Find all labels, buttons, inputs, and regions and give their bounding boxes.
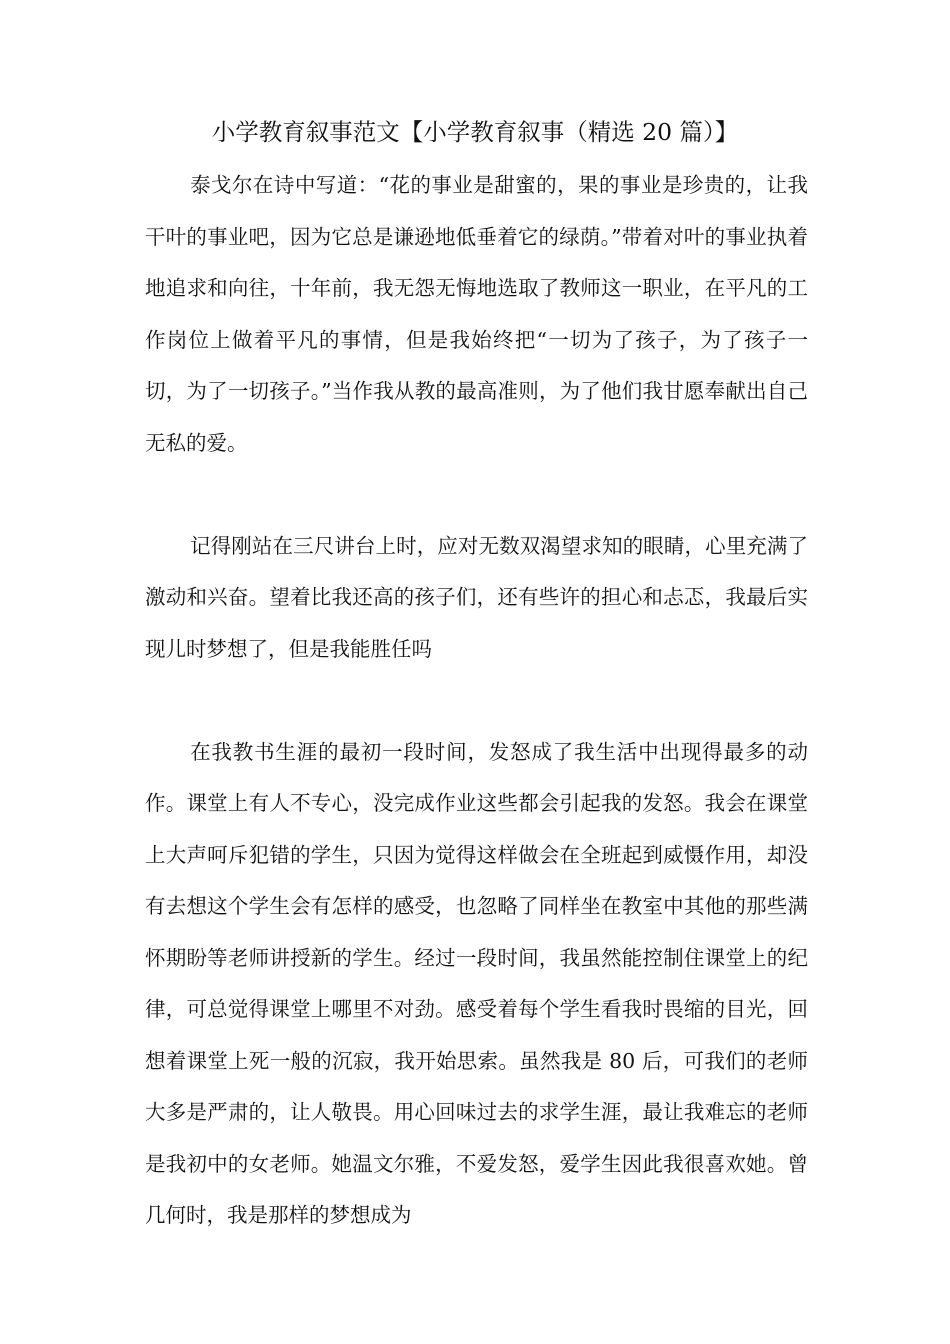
paragraph-3: 在我教书生涯的最初一段时间，发怒成了我生活中出现得最多的动作。课堂上有人不专心，没完成作业这些都会引起我的发怒。我会在课堂上大声呵斥犯错的学生，只因为觉得这样做会在全班起到威慑作用，却没有去想这个学生会有怎样的感受，也忽略了同样坐在教室中其他的那些满怀期盼等老师讲授新的学生。经过一段时间，我虽然能控制住课堂上的纪律，可总觉得课堂上哪里不对劲。感受着每个学生看我时畏缩的目光，回想着课堂上死一般的沉寂，我开始思索。虽然我是 80 后，可我们的老师大多是严肃的，让人敬畏。用心回味过去的求学生涯，最让我难忘的老师是我初中的女老师。她温文尔雅，不爱发怒，爱学生因此我很喜欢她。曾几何时，我是那样的梦想成为 [145, 739, 808, 1227]
paragraph-2: 记得刚站在三尺讲台上时，应对无数双渴望求知的眼睛，心里充满了激动和兴奋。望着比我还高的孩子们，还有些许的担心和忐忑，我最后实现儿时梦想了，但是我能胜任吗 [145, 533, 808, 661]
document-title: 小学教育叙事范文【小学教育叙事（精选 20 篇）】 [211, 118, 739, 146]
paragraph-spacer [145, 675, 808, 727]
paragraph-1: 泰戈尔在诗中写道：“花的事业是甜蜜的，果的事业是珍贵的，让我干叶的事业吧，因为它总是谦逊地低垂着它的绿荫。”带着对叶的事业执着地追求和向往，十年前，我无怨无悔地选取了教师这一职业，在平凡的工作岗位上做着平凡的事情，但是我始终把“一切为了孩子，为了孩子一切，为了一切孩子。”当作我从教的最高准则，为了他们我甘愿奉献出自己无私的爱。 [145, 173, 808, 455]
paragraph-spacer [145, 469, 808, 521]
document-body [145, 160, 808, 1242]
